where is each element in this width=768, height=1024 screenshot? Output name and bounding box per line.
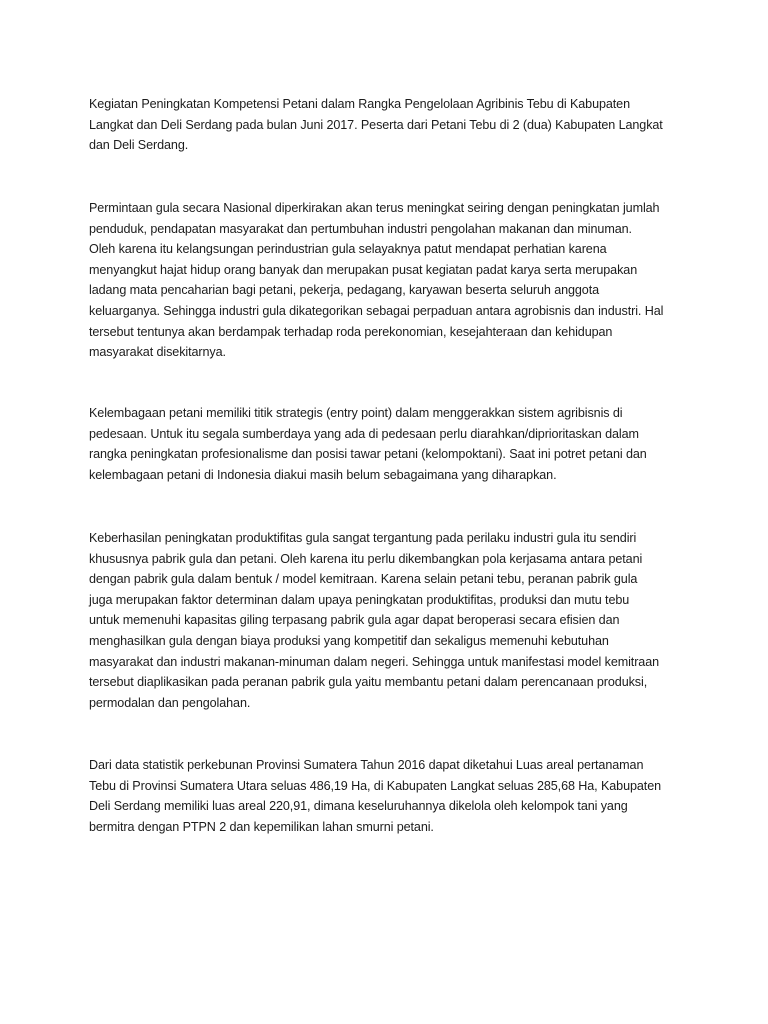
text-line: kelembagaan petani di Indonesia diakui masih belum sebagaimana yang diharapkan. [89,467,557,482]
text-line: bermitra dengan PTPN 2 dan kepemilikan lahan smurni petani. [89,819,434,834]
paragraph-productivity [89,528,689,713]
text-line: untuk memenuhi kapasitas giling terpasang pabrik gula agar dapat beroperasi secara efisien dan [89,613,620,628]
text-line: permodalan dan pengolahan. [89,695,251,710]
paragraph-farmer-institutions [89,403,689,485]
text-line: masyarakat disekitarnya. [89,345,226,360]
text-line: Deli Serdang memiliki luas areal 220,91, dimana keseluruhannya dikelola oleh kelompok tani yang [89,799,628,814]
text-line: tersebut diaplikasikan pada peranan pabrik gula yaitu membantu petani dalam perencanaan produksi, [89,675,648,690]
text-line: Langkat dan Deli Serdang pada bulan Juni 2017. Peserta dari Petani Tebu di 2 (dua) Kabupaten Langkat [89,117,663,132]
text-line: dengan pabrik gula dalam bentuk / model kemitraan. Karena selain petani tebu, peranan pabrik gula [89,572,638,587]
text-line: rangka peningkatan profesionalisme dan posisi tawar petani (kelompoktani). Saat ini potret petani dan [89,447,647,462]
paragraph-intro [89,94,689,156]
paragraph-sugar-demand [89,198,689,363]
text-line: khususnya pabrik gula dan petani. Oleh karena itu perlu dikembangkan pola kerjasama antara petani [89,551,643,566]
text-line: keluarganya. Sehingga industri gula dikategorikan sebagai perpaduan antara agrobisnis dan industri. Hal [89,303,664,318]
text-line: Kegiatan Peningkatan Kompetensi Petani dalam Rangka Pengelolaan Agribinis Tebu di Kabupaten [89,97,630,111]
text-line: ladang mata pencaharian bagi petani, pekerja, pedagang, karyawan beserta seluruh anggota [89,283,600,298]
text-line: penduduk, pendapatan masyarakat dan pertumbuhan industri pengolahan makanan dan minuman. [89,221,632,236]
text-line: menyangkut hajat hidup orang banyak dan merupakan pusat kegiatan padat karya serta merupakan [89,262,638,277]
text-line: pedesaan. Untuk itu segala sumberdaya yang ada di pedesaan perlu diarahkan/diprioritaskan dalam [89,426,639,441]
text-line: tersebut tentunya akan berdampak terhadap roda perekonomian, kesejahteraan dan kehidupan [89,324,613,339]
text-line: Permintaan gula secara Nasional diperkirakan akan terus meningkat seiring dengan peningkatan jumlah [89,201,660,215]
text-line: Dari data statistik perkebunan Provinsi Sumatera Tahun 2016 dapat diketahui Luas areal pertanaman [89,758,644,772]
text-line: menghasilkan gula dengan biaya produksi yang kompetitif dan sekaligus memenuhi kebutuhan [89,633,609,648]
text-line: masyarakat dan industri makanan-minuman dalam negeri. Sehingga untuk manifestasi model kemitraan [89,654,660,669]
paragraph-statistics [89,755,689,837]
text-line: Tebu di Provinsi Sumatera Utara seluas 486,19 Ha, di Kabupaten Langkat seluas 285,68 Ha, Kabupaten [89,778,661,793]
text-line: Kelembagaan petani memiliki titik strategis (entry point) dalam menggerakkan sistem agribisnis di [89,406,623,420]
text-line: dan Deli Serdang. [89,138,189,153]
text-line: juga merupakan faktor determinan dalam upaya peningkatan produktifitas, produksi dan mutu tebu [89,592,630,607]
text-line: Keberhasilan peningkatan produktifitas gula sangat tergantung pada perilaku industri gula itu sendiri [89,531,637,545]
text-line: Oleh karena itu kelangsungan perindustrian gula selayaknya patut mendapat perhatian karena [89,242,607,257]
